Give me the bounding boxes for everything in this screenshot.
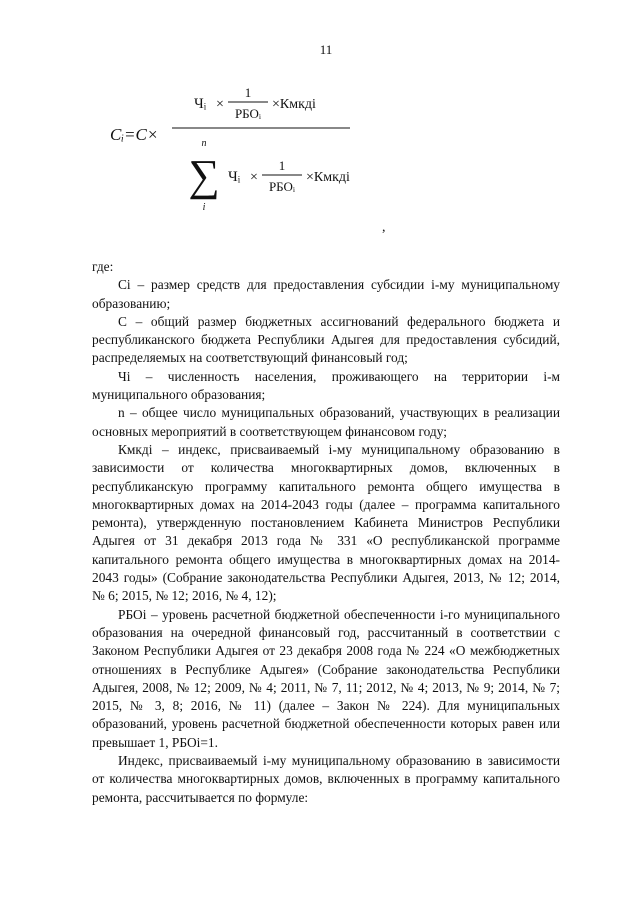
paragraph-c: С – общий размер бюджетных ассигнований федерального бюджета и республиканского бюджета Республики Адыгея для предоставления субсидий, распределяемых на соответствующий финансовый год;	[92, 313, 560, 366]
formula-trailing-comma: ,	[382, 220, 386, 235]
paragraph-ci: Ci – размер средств для предоставления субсидии i-му муниципальному образованию;	[92, 277, 560, 311]
sum-upper-limit: n	[201, 138, 207, 149]
sum-symbol: ∑	[188, 151, 220, 200]
page-number: 11	[319, 42, 333, 57]
subsidy-formula	[110, 78, 410, 228]
formula-lhs: Cᵢ=C×	[110, 125, 159, 144]
numerator-coef: ×Кмкдi	[272, 97, 316, 112]
body-text	[92, 258, 560, 807]
sum-coef: ×Кмкдi	[306, 170, 350, 185]
paragraph-chi: Чi – численность населения, проживающего на территории i-м муниципального образования;	[92, 368, 560, 403]
numerator-times: ×	[216, 97, 224, 112]
sum-times: ×	[250, 170, 258, 185]
sum-fraction-den: РБОᵢ	[268, 179, 296, 194]
numerator-population: Чᵢ	[194, 96, 207, 112]
numerator-fraction-num: 1	[244, 85, 252, 100]
sum-population: Чᵢ	[228, 169, 241, 185]
paragraph-where: где:	[92, 259, 114, 274]
paragraph-index-formula-intro: Индекс, присваиваемый i-му муниципальному образованию в зависимости от количества многоквартирных домов, включенных в программу капитального ремонта, рассчитывается по формуле:	[92, 753, 560, 805]
paragraph-rboi: РБОi – уровень расчетной бюджетной обеспеченности i-го муниципального образования на очередной финансовый год, рассчитанный в соответствии с Законом Республики Адыгея от 23 декабря 2008 года № 224 «О межбюджетных отношениях в Республике Адыгея» (Собрание законодательства Республики Адыгея, 2008, № 12; 2009, № 4; 2011, № 7, 11; 2012, № 4; 2013, № 9; 2014, № 7; 2015, № 3, 8; 2016, № 11) (далее – Закон № 224). Для муниципальных образований, уровень расчетной бюджетной обеспеченности которых равен или превышает 1, РБОi=1.	[92, 606, 560, 750]
paragraph-kmkdi: Кмкдi – индекс, присваиваемый i-му муниципальному образованию в зависимости от количества многоквартирных домов, включенных в республиканскую программу капитального ремонта общего имущества в многоквартирных домах на 2014-2043 годы (далее – программа капитального ремонта), утвержденную постановлением Кабинета Министров Республики Адыгея от 31 декабря 2013 года № 331 «О республиканской программе капитального ремонта общего имущества в многоквартирных домах на 2014-2043 годы» (Собрание законодательства Республики Адыгея, 2013, № 12; 2014, № 6; 2015, № 12; 2016, № 4, 12);	[92, 441, 560, 604]
numerator-fraction-den: РБОᵢ	[234, 106, 262, 121]
sum-fraction-num: 1	[278, 158, 286, 173]
formula-svg	[110, 78, 410, 228]
sum-lower-limit: i	[202, 202, 206, 213]
paragraph-n: n – общее число муниципальных образований, участвующих в реализации основных мероприятий в соответствующем финансовом году;	[92, 405, 560, 439]
